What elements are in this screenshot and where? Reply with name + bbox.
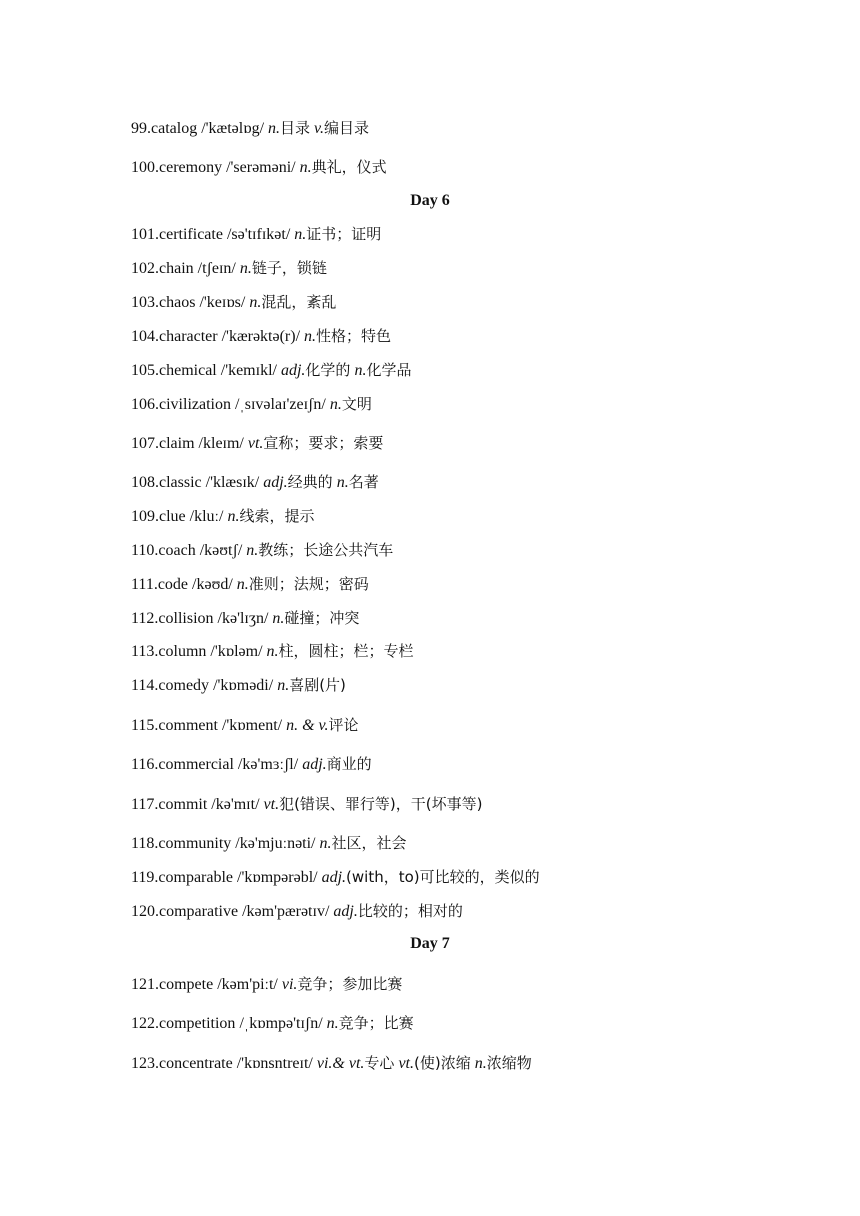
entry-pos: n.: [474, 1055, 487, 1072]
entry-word: commercial: [158, 756, 234, 773]
vocab-entry: [131, 794, 482, 815]
entry-pos: adj.: [280, 362, 306, 379]
entry-word: comment: [158, 717, 218, 734]
entry-meaning: 化学的: [305, 361, 351, 379]
entry-pos: adj.: [263, 474, 288, 491]
entry-word: concentrate: [159, 1055, 233, 1072]
entry-number: 122.: [131, 1015, 159, 1032]
entry-pos: n.: [227, 508, 240, 525]
entry-number: 118.: [131, 835, 159, 852]
vocab-entry: [131, 472, 379, 493]
entry-meaning: 评论: [328, 716, 359, 734]
entry-number: 114.: [131, 677, 159, 694]
vocab-entry: [131, 574, 369, 595]
entry-phonetic: /'kɒnsntreɪt/: [236, 1055, 313, 1072]
entry-number: 99.: [131, 120, 151, 137]
entry-meaning: 喜剧(片): [289, 676, 346, 694]
entry-phonetic: /'kætəlɒg/: [201, 120, 265, 137]
entry-meaning: 竞争；比赛: [338, 1014, 414, 1032]
entry-number: 121.: [131, 976, 159, 993]
entry-pos: n.: [304, 328, 317, 345]
vocab-entry: [131, 157, 387, 178]
entry-meaning: 文明: [341, 395, 372, 413]
entry-phonetic: /'kærəktə(r)/: [221, 328, 301, 345]
vocab-entry: [131, 675, 346, 696]
vocab-entry: [131, 1053, 532, 1074]
entry-number: 120.: [131, 903, 159, 920]
entry-phonetic: /kleɪm/: [198, 435, 244, 452]
entry-word: compete: [159, 976, 214, 993]
entry-phonetic: /tʃeɪn/: [197, 260, 236, 277]
entry-pos: adj.: [333, 903, 358, 920]
entry-meaning: 链子，锁链: [251, 259, 327, 277]
entry-number: 108.: [131, 474, 159, 491]
entry-number: 104.: [131, 328, 159, 345]
entry-meaning: 专心: [364, 1054, 395, 1072]
vocab-entry: [131, 506, 314, 527]
entry-number: 116.: [131, 756, 159, 773]
entry-meaning: 犯(错误、罪行等)，干(坏事等): [279, 795, 483, 813]
entry-meaning: 线索，提示: [239, 507, 315, 525]
entry-number: 115.: [131, 717, 159, 734]
entry-pos: n.: [326, 1015, 339, 1032]
vocab-entry: [131, 833, 407, 854]
entry-pos: n.: [329, 396, 342, 413]
vocab-entry: [131, 118, 369, 139]
entry-phonetic: /'kɒment/: [221, 717, 283, 734]
vocab-entry: [131, 394, 372, 415]
entry-pos: n.: [236, 576, 249, 593]
entry-meaning: 比较的；相对的: [357, 902, 463, 920]
entry-phonetic: /kluː/: [189, 508, 224, 525]
vocab-entry: [131, 433, 383, 454]
entry-phonetic: /ˌkɒmpə'tɪʃn/: [239, 1015, 323, 1032]
entry-phonetic: /'kɒləm/: [210, 643, 263, 660]
entry-word: community: [158, 835, 232, 852]
entry-meaning: 准则；法规；密码: [248, 575, 369, 593]
entry-phonetic: /kəm'piːt/: [217, 976, 278, 993]
entry-word: commit: [158, 796, 208, 813]
entry-phonetic: /'serəməni/: [226, 159, 296, 176]
entry-pos: vi.: [281, 976, 298, 993]
vocab-entry: [131, 754, 372, 775]
entry-word: chaos: [159, 294, 196, 311]
entry-pos: vt.: [247, 435, 264, 452]
entry-meaning: 目录: [280, 119, 311, 137]
entry-phonetic: /'keɪɒs/: [199, 294, 246, 311]
entry-pos: n.: [239, 260, 252, 277]
entry-phonetic: /kə'mɜːʃl/: [237, 756, 299, 773]
entry-meaning: 化学品: [366, 361, 412, 379]
entry-meaning: (with，to)可比较的，类似的: [346, 868, 540, 886]
vocab-entry: [131, 974, 402, 995]
entry-pos: n.: [266, 643, 279, 660]
vocab-entry: [131, 1013, 414, 1034]
entry-meaning: 浓缩物: [486, 1054, 532, 1072]
entry-phonetic: /sə'tɪfɪkət/: [226, 226, 291, 243]
entry-pos: n. & v.: [286, 717, 329, 734]
entry-pos: n.: [246, 542, 259, 559]
entry-word: comparable: [158, 869, 234, 886]
entry-word: code: [157, 576, 189, 593]
entry-phonetic: /'klæsɪk/: [205, 474, 260, 491]
entry-meaning: (使)浓缩: [413, 1054, 471, 1072]
entry-meaning: 证书；证明: [306, 225, 382, 243]
entry-word: civilization: [159, 396, 231, 413]
vocab-entry: [131, 326, 391, 347]
entry-pos: v.: [314, 120, 324, 137]
vocab-entry: [131, 867, 540, 888]
entry-pos: adj.: [302, 756, 327, 773]
vocab-entry: [131, 901, 463, 922]
entry-meaning: 教练；长途公共汽车: [258, 541, 394, 559]
entry-word: comedy: [158, 677, 210, 694]
entry-word: character: [159, 328, 218, 345]
entry-meaning: 典礼，仪式: [311, 158, 387, 176]
entry-pos: n.: [319, 835, 332, 852]
entry-phonetic: /'kɒmədi/: [213, 677, 274, 694]
entry-number: 111.: [131, 576, 158, 593]
entry-number: 119.: [131, 869, 159, 886]
vocab-entry: [131, 540, 393, 561]
entry-number: 110.: [131, 542, 159, 559]
vocab-entry: [131, 292, 336, 313]
entry-word: collision: [158, 610, 214, 627]
entry-number: 117.: [131, 796, 159, 813]
entry-word: competition: [159, 1015, 236, 1032]
entry-number: 102.: [131, 260, 159, 277]
entry-meaning: 碰撞；冲突: [284, 609, 360, 627]
day-heading: Day 6: [410, 192, 450, 209]
entry-meaning: 性格；特色: [316, 327, 392, 345]
entry-word: classic: [159, 474, 202, 491]
entry-phonetic: /kəʊd/: [192, 576, 233, 593]
entry-phonetic: /ˌsɪvəlaɪ'zeɪʃn/: [234, 396, 326, 413]
vocab-entry: [131, 224, 381, 245]
entry-meaning: 名著: [348, 473, 379, 491]
entry-word: clue: [159, 508, 186, 525]
day-heading: Day 7: [410, 935, 450, 952]
entry-number: 100.: [131, 159, 159, 176]
entry-word: chain: [159, 260, 194, 277]
entry-phonetic: /'kemɪkl/: [220, 362, 277, 379]
entry-meaning: 宣称；要求；索要: [263, 434, 384, 452]
entry-pos: vi.& vt.: [316, 1055, 365, 1072]
entry-number: 113.: [131, 643, 159, 660]
entry-meaning: 经典的: [287, 473, 333, 491]
entry-phonetic: /kə'lɪʒn/: [217, 610, 269, 627]
entry-phonetic: /kə'mjuːnəti/: [235, 835, 316, 852]
entry-number: 101.: [131, 226, 159, 243]
entry-pos: n.: [268, 120, 281, 137]
entry-pos: n.: [299, 159, 312, 176]
entry-number: 105.: [131, 362, 159, 379]
entry-word: chemical: [159, 362, 217, 379]
entry-meaning: 编目录: [323, 119, 369, 137]
entry-word: catalog: [151, 120, 198, 137]
entry-pos: n.: [294, 226, 307, 243]
entry-number: 103.: [131, 294, 159, 311]
entry-word: coach: [158, 542, 196, 559]
entry-word: certificate: [159, 226, 223, 243]
entry-phonetic: /kə'mɪt/: [211, 796, 260, 813]
entry-pos: vt.: [263, 796, 280, 813]
entry-phonetic: /kəm'pærətɪv/: [242, 903, 330, 920]
entry-phonetic: /kəʊtʃ/: [199, 542, 243, 559]
entry-pos: n.: [336, 474, 349, 491]
entry-meaning: 柱，圆柱；栏；专栏: [278, 642, 414, 660]
entry-meaning: 混乱，紊乱: [261, 293, 337, 311]
entry-word: comparative: [159, 903, 239, 920]
entry-phonetic: /'kɒmpərəbl/: [237, 869, 318, 886]
vocab-entry: [131, 258, 327, 279]
entry-number: 109.: [131, 508, 159, 525]
entry-pos: n.: [249, 294, 262, 311]
entry-meaning: 竞争；参加比赛: [297, 975, 403, 993]
entry-pos: vt.: [398, 1055, 414, 1072]
entry-number: 106.: [131, 396, 159, 413]
entry-pos: n.: [354, 362, 367, 379]
entry-number: 112.: [131, 610, 159, 627]
entry-pos: adj.: [321, 869, 347, 886]
vocab-entry: [131, 715, 358, 736]
vocab-entry: [131, 641, 414, 662]
entry-word: claim: [159, 435, 195, 452]
entry-word: ceremony: [159, 159, 223, 176]
entry-meaning: 社区，社会: [331, 834, 407, 852]
entry-number: 123.: [131, 1055, 159, 1072]
vocab-entry: [131, 360, 411, 381]
entry-meaning: 商业的: [326, 755, 372, 773]
entry-pos: n.: [277, 677, 290, 694]
entry-pos: n.: [272, 610, 285, 627]
entry-word: column: [158, 643, 207, 660]
vocab-entry: [131, 608, 359, 629]
entry-number: 107.: [131, 435, 159, 452]
